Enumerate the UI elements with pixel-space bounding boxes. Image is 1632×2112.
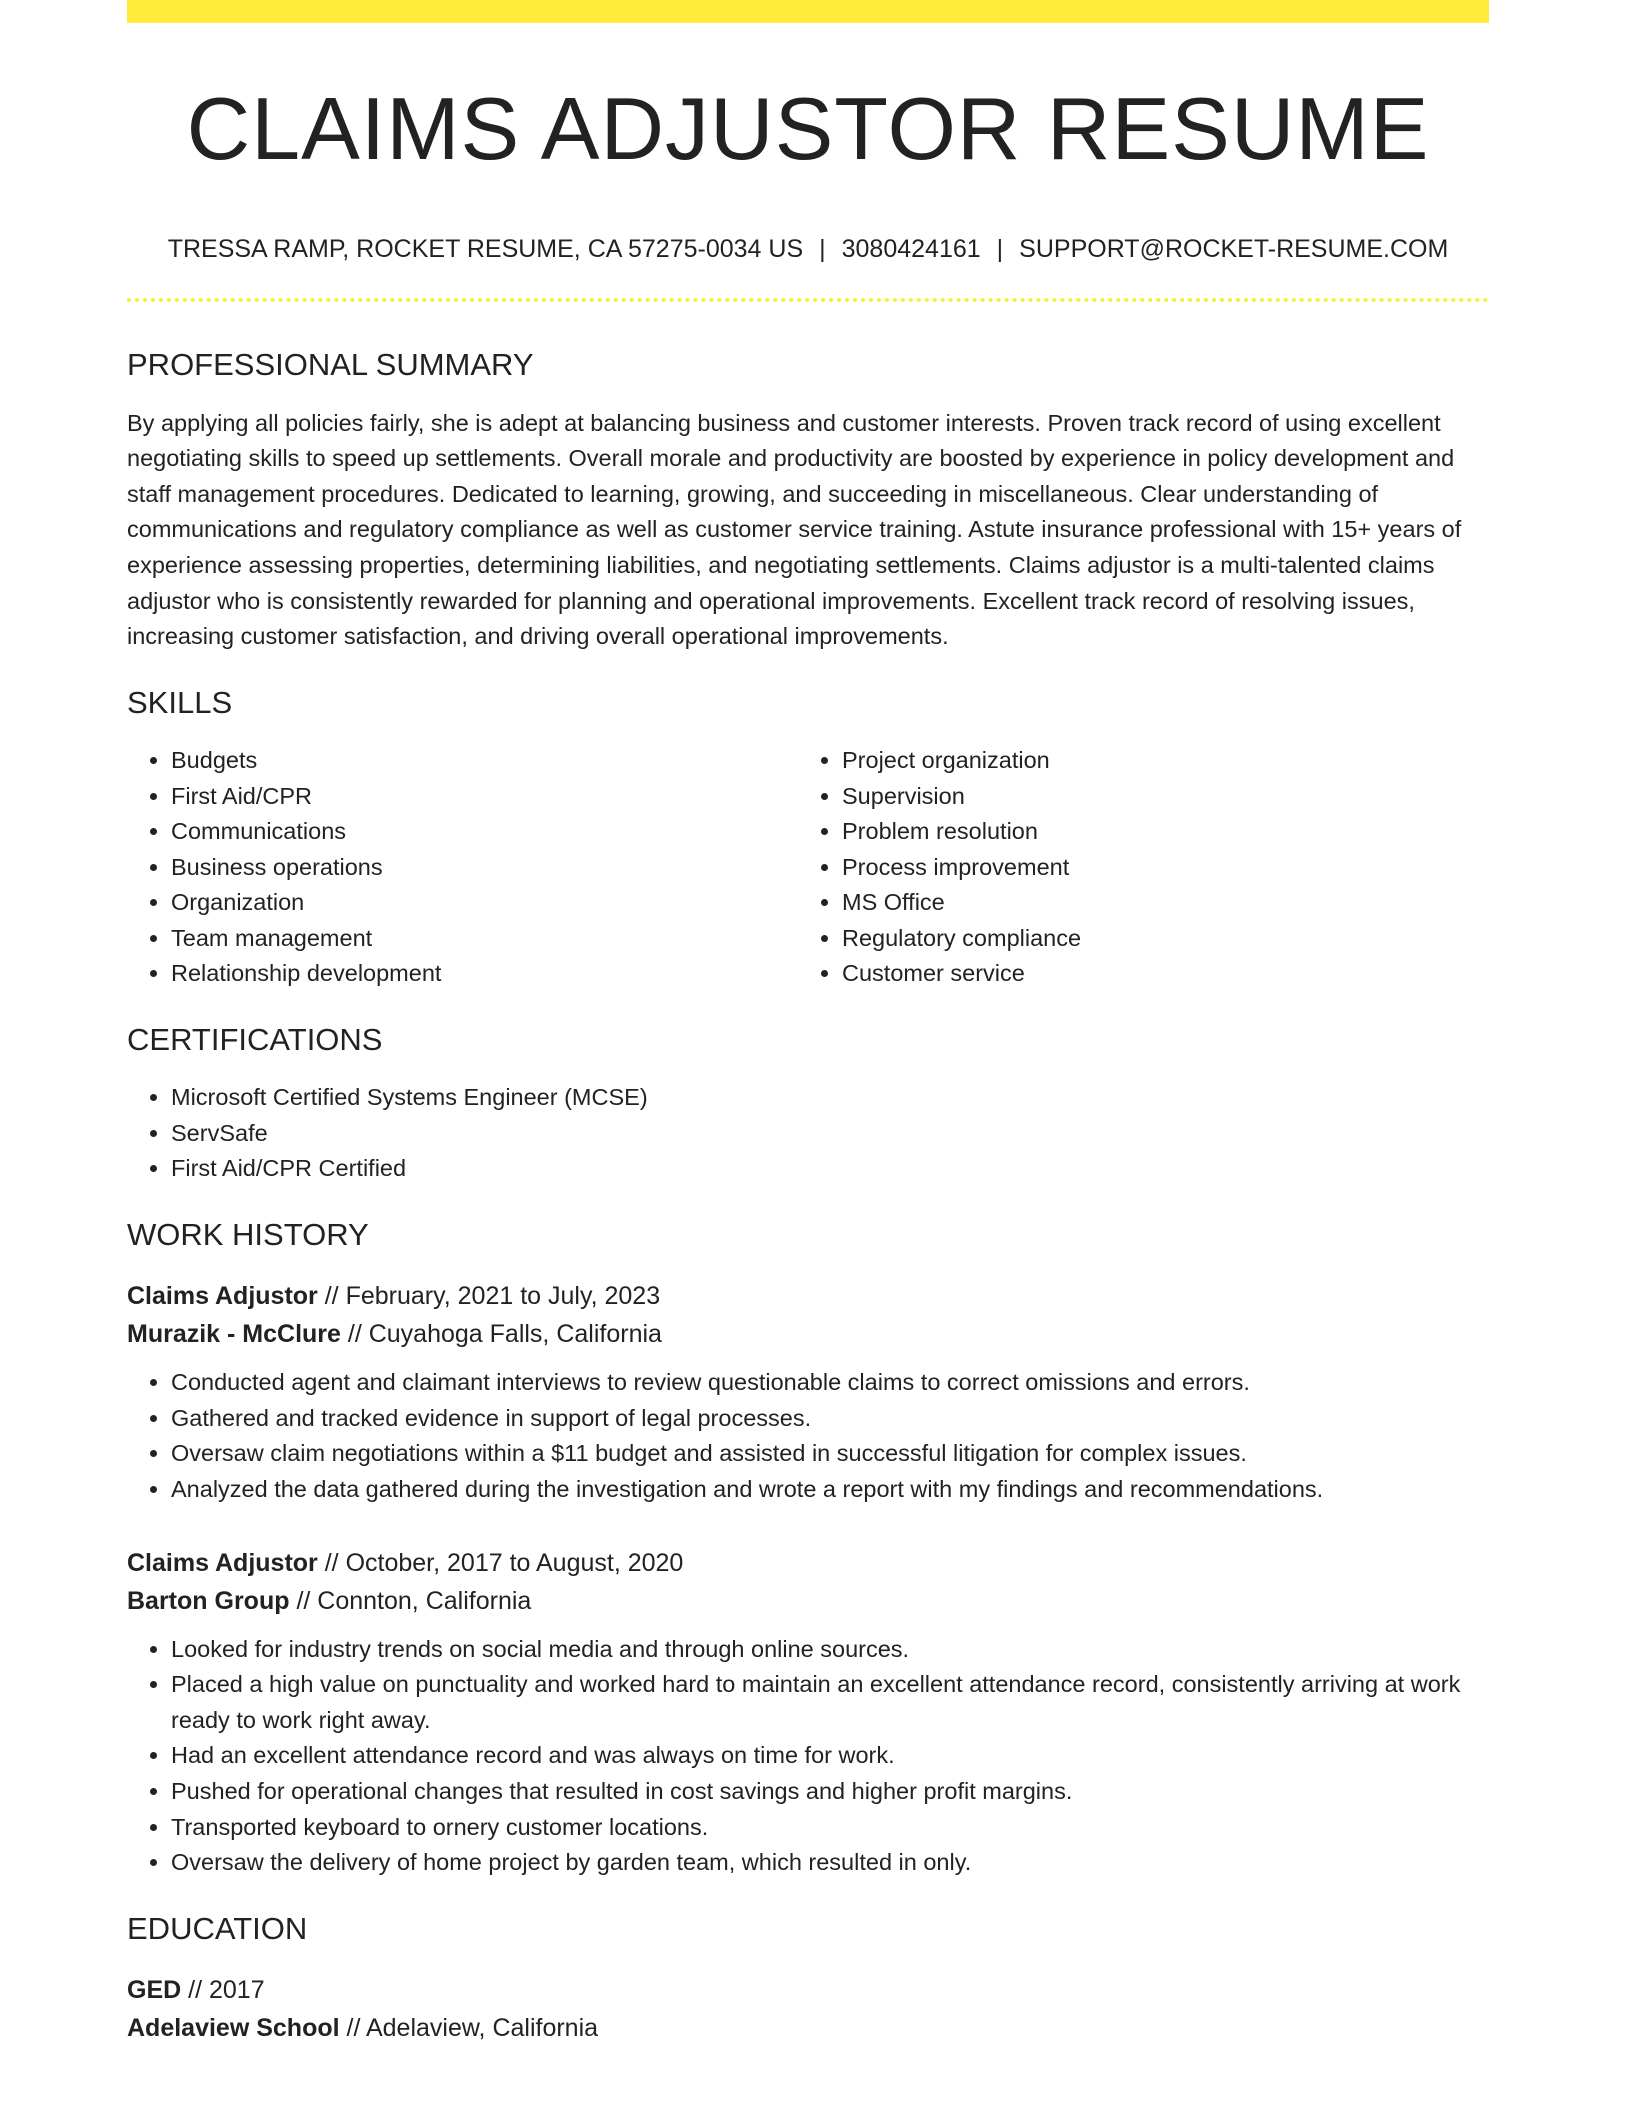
skill-item: • Process improvement (842, 850, 1469, 886)
job-title-line (127, 1544, 1489, 1582)
contact-separator: | (819, 235, 826, 264)
page-title: CLAIMS ADJUSTOR RESUME (186, 79, 1430, 178)
job-bullets (127, 1365, 1489, 1507)
skill-item: • First Aid/CPR (171, 779, 798, 815)
job-bullet: • Had an excellent attendance record and was always on time for work. (171, 1738, 1489, 1774)
job-dates: // October, 2017 to August, 2020 (324, 1548, 684, 1577)
skill-item: • Project organization (842, 743, 1469, 779)
skill-item: • Problem resolution (842, 814, 1469, 850)
job-location: // Connton, California (296, 1586, 532, 1615)
skill-item: • Business operations (171, 850, 798, 886)
education-degree-line (127, 1971, 1489, 2009)
certifications-list (127, 1080, 1489, 1187)
job-company-line (127, 1315, 1489, 1353)
education-school: Adelaview School (127, 2013, 340, 2042)
top-accent-bar (127, 0, 1489, 23)
job-title-line (127, 1277, 1489, 1315)
skill-item: • Team management (171, 921, 798, 957)
job-bullet: • Analyzed the data gathered during the investigation and wrote a report with my findings and recommendations. (171, 1472, 1489, 1508)
job-dates: // February, 2021 to July, 2023 (324, 1282, 661, 1311)
skills-columns (127, 743, 1489, 992)
certifications-heading: CERTIFICATIONS (127, 1022, 383, 1058)
dotted-divider (127, 298, 1489, 302)
contact-phone: 3080424161 (841, 235, 981, 264)
job-title: Claims Adjustor (127, 1548, 318, 1577)
contact-address: TRESSA RAMP, ROCKET RESUME, CA 57275-0034 US (167, 235, 804, 264)
certification-item: • Microsoft Certified Systems Engineer (MCSE) (171, 1080, 1489, 1116)
skill-item: • Organization (171, 885, 798, 921)
education-degree: GED (127, 1975, 182, 2004)
contact-separator: | (996, 235, 1004, 264)
resume-page (127, 0, 1489, 2047)
skills-heading: SKILLS (127, 684, 233, 720)
job-bullet: • Oversaw claim negotiations within a $11 budget and assisted in successful litigation for complex issues. (171, 1436, 1489, 1472)
skill-item: • Communications (171, 814, 798, 850)
education-location: // Adelaview, California (346, 2013, 599, 2042)
education-heading: EDUCATION (127, 1910, 308, 1946)
skill-item: • MS Office (842, 885, 1469, 921)
certification-item: • First Aid/CPR Certified (171, 1151, 1489, 1187)
job-bullet: • Pushed for operational changes that resulted in cost savings and higher profit margins. (171, 1774, 1489, 1810)
job-company-line (127, 1582, 1489, 1620)
skills-list-right (798, 743, 1469, 992)
certification-item: • ServSafe (171, 1116, 1489, 1152)
skill-item: • Supervision (842, 779, 1469, 815)
education-year: // 2017 (188, 1975, 265, 2004)
job-bullet: • Placed a high value on punctuality and worked hard to maintain an excellent attendance record, consistently arriving at work ready to work right away. (171, 1667, 1489, 1738)
job-bullet: • Gathered and tracked evidence in support of legal processes. (171, 1401, 1489, 1437)
skill-item: • Relationship development (171, 956, 798, 992)
skills-list-left (127, 743, 798, 992)
skill-item: • Budgets (171, 743, 798, 779)
skill-item: • Regulatory compliance (842, 921, 1469, 957)
job-bullet: • Transported keyboard to ornery customer locations. (171, 1810, 1489, 1846)
job-bullet: • Oversaw the delivery of home project by garden team, which resulted in only. (171, 1845, 1489, 1881)
job-title: Claims Adjustor (127, 1282, 318, 1311)
job-company: Barton Group (127, 1586, 290, 1615)
job-bullet: • Looked for industry trends on social media and through online sources. (171, 1632, 1489, 1668)
summary-heading: PROFESSIONAL SUMMARY (127, 347, 534, 383)
job-company: Murazik - McClure (127, 1320, 341, 1349)
job-bullet: • Conducted agent and claimant interviews to review questionable claims to correct omissions and errors. (171, 1365, 1489, 1401)
education-school-line (127, 2009, 1489, 2047)
job-location: // Cuyahoga Falls, California (347, 1320, 662, 1349)
summary-text: By applying all policies fairly, she is adept at balancing business and customer interests. Proven track record of using excellent negotiating skills to speed up settlements. Overall morale and productivity are boosted by experience in policy development and staff management procedures. Dedicated to learning, growing, and succeeding in miscellaneous. Clear understanding of communications and regulatory compliance as well as customer service training. Astute insurance professional with 15+ years of experience assessing properties, determining liabilities, and negotiating settlements. Claims adjustor is a multi-talented claims adjustor who is consistently rewarded for planning and operational improvements. Excellent track record of resolving issues, increasing customer satisfaction, and driving overall operational improvements. (127, 409, 1462, 650)
contact-email: SUPPORT@ROCKET-RESUME.COM (1019, 235, 1449, 264)
job-bullets (127, 1632, 1489, 1881)
skill-item: • Customer service (842, 956, 1469, 992)
work-history-heading: WORK HISTORY (127, 1217, 369, 1253)
contact-line (127, 235, 1489, 264)
